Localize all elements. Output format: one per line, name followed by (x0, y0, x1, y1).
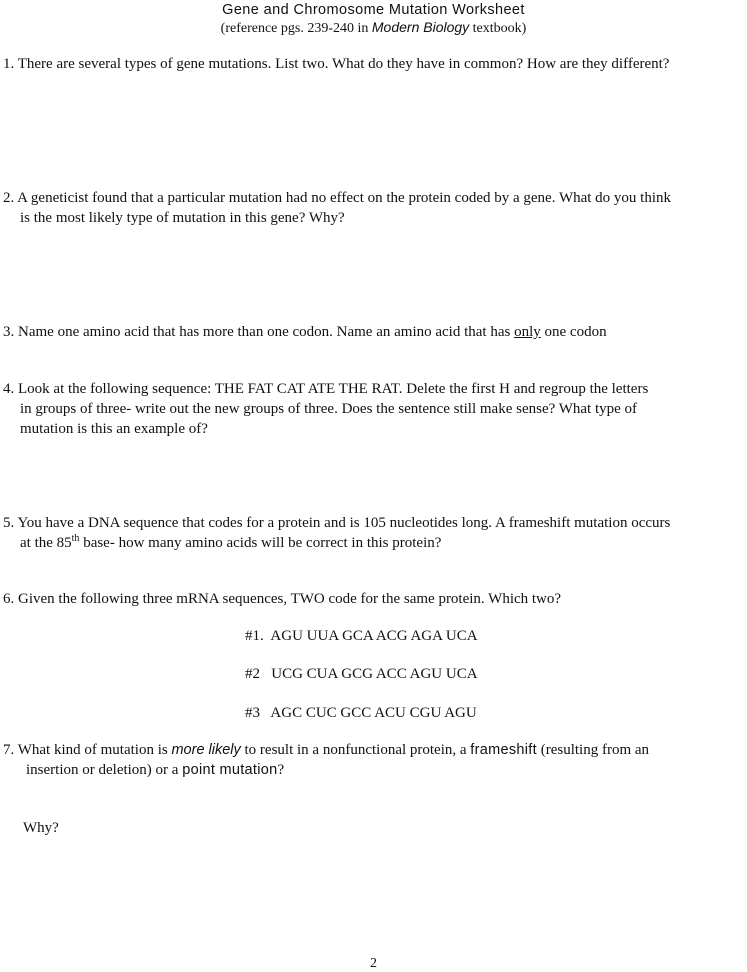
question-5-line-2-a: at the 85 (20, 535, 72, 551)
question-7-line-2-b: ? (277, 762, 285, 778)
question-1-text: 1. There are several types of gene mutations. List two. What do they have in common? How are they different? (3, 56, 670, 72)
question-5-line-2-b: base- how many amino acids will be correct in this protein? (79, 535, 442, 551)
mrna-sequence-3: #3 AGC CUC GCC ACU CGU AGU (245, 705, 477, 721)
question-7-why: Why? (23, 820, 59, 836)
question-7 (3, 740, 743, 780)
question-1 (3, 54, 743, 74)
question-4-line-3: mutation is this an example of? (20, 421, 208, 437)
question-2-line-1: 2. A geneticist found that a particular mutation had no effect on the protein coded by a gene. What do you think (3, 190, 672, 206)
question-4-line-2: in groups of three- write out the new groups of three. Does the sentence still make sense? What type of (20, 401, 638, 417)
question-5-line-2 (3, 533, 743, 553)
question-6 (3, 589, 743, 609)
question-2 (3, 188, 743, 228)
question-7-line-1 (3, 740, 743, 760)
question-6-text: 6. Given the following three mRNA sequences, TWO code for the same protein. Which two? (3, 591, 562, 607)
question-3 (3, 322, 743, 342)
subtitle-suffix: textbook) (469, 21, 527, 36)
question-7-term-frameshift: frameshift (470, 742, 537, 758)
question-7-line-2 (3, 760, 743, 780)
question-7-term-point-mutation: point mutation (182, 762, 278, 778)
question-7-part-3: (resulting from an (536, 742, 650, 758)
mrna-sequence-2: #2 UCG CUA GCG ACC AGU UCA (245, 666, 478, 682)
page-number: 2 (370, 956, 377, 971)
mrna-sequence-1: #1. AGU UUA GCA ACG AGA UCA (245, 628, 478, 644)
question-7-part-1: 7. What kind of mutation is (3, 742, 172, 758)
question-7-part-2: to result in a nonfunctional protein, a (240, 742, 471, 758)
subtitle-book-title: Modern Biology (371, 19, 470, 35)
worksheet-subtitle (0, 19, 747, 37)
worksheet-title: Gene and Chromosome Mutation Worksheet (222, 2, 525, 18)
question-5-superscript: th (71, 533, 80, 544)
question-7-line-2-a: insertion or deletion) or a (26, 762, 183, 778)
question-7-term-more-likely: more likely (171, 742, 241, 758)
question-3-text-a: 3. Name one amino acid that has more than one codon. Name an amino acid that has (3, 324, 515, 340)
question-2-line-2: is the most likely type of mutation in this gene? Why? (20, 210, 345, 226)
subtitle-prefix: (reference pgs. 239-240 in (220, 21, 372, 36)
question-4 (3, 379, 743, 439)
question-5-line-1: 5. You have a DNA sequence that codes for a protein and is 105 nucleotides long. A frameshift mutation occurs (3, 515, 671, 531)
question-4-line-1: 4. Look at the following sequence: THE FAT CAT ATE THE RAT. Delete the first H and regroup the letters (3, 381, 649, 397)
question-3-underlined-word: only (514, 324, 541, 340)
question-5 (3, 513, 743, 553)
question-3-text-b: one codon (540, 324, 607, 340)
